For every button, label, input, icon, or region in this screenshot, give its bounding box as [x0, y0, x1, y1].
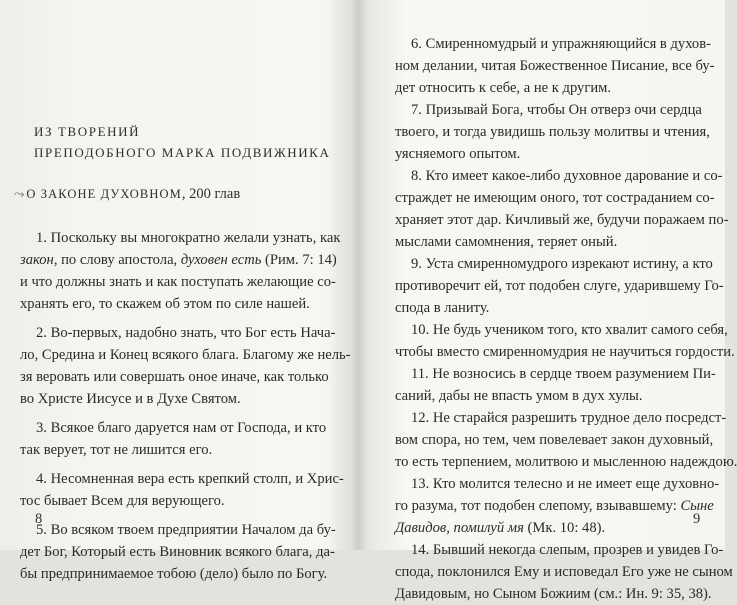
italic-quote: Давидов, помилуй мя [395, 520, 524, 536]
text-line: вом спора, но тем, чем повелевает закон духовный, [395, 432, 714, 448]
chapter-subheading [14, 186, 240, 203]
text-fragment: (Рим. 7: 14) [261, 252, 337, 268]
text-line [395, 517, 705, 539]
subheading-title: О ЗАКОНЕ ДУХОВНОМ [26, 187, 182, 201]
text-line: 5. Во всяком твоем предприятии Началом да бу- [36, 522, 336, 538]
text-line: 7. Призывай Бога, чтобы Он отверз очи сердца [411, 102, 702, 118]
text-line: 4. Несомненная вера есть крепкий столп, и Хрис- [36, 471, 344, 487]
italic-quote: духовен есть [180, 252, 262, 268]
arrow-icon: ⤳ [14, 187, 25, 202]
text-line: 11. Не возносись в сердце твоем разумением Пи- [411, 366, 716, 382]
text-line: во Христе Иисусе и в Духе Святом. [20, 391, 241, 407]
text-fragment: , по слову апостола, [53, 252, 181, 268]
text-line: 1. Поскольку вы многократно желали узнать, как [36, 230, 341, 246]
italic-quote: Сыне [680, 498, 714, 514]
text-line: 14. Бывший некогда слепым, прозрев и увидев Го- [411, 542, 724, 558]
text-line: 3. Всякое благо даруется нам от Господа, и кто [36, 420, 327, 436]
text-line: 10. Не будь учеником того, кто хвалит самого себя, [411, 322, 728, 338]
text-line: дет относить к себе, а не к другим. [395, 80, 612, 96]
italic-quote: закон [20, 252, 54, 268]
heading-line: ПРЕПОДОБНОГО МАРКА ПОДВИЖНИКА [34, 145, 331, 160]
text-line: так верует, тот не лишится его. [20, 442, 213, 458]
text-line: 2. Во-первых, надобно знать, что Бог есть Нача- [36, 325, 336, 341]
text-line [20, 249, 342, 271]
text-line: тос бывает Всем для верующего. [20, 493, 225, 509]
section-heading [34, 121, 330, 163]
text-line: 12. Не старайся разрешить трудное дело посредст- [411, 410, 727, 426]
text-line: хранять его, то скажем об этом по силе нашей. [20, 296, 310, 312]
text-line: чтобы вместо смиренномудрия не научиться гордости. [395, 344, 735, 360]
text-line [395, 495, 714, 517]
text-line: страждет не имеющим оного, тот состраданием со- [395, 190, 715, 206]
text-line: спода в ланиту. [395, 300, 490, 316]
text-line: противоречит ей, тот подобен слуге, ударившему Го- [395, 278, 724, 294]
text-line: храняет этот дар. Кичливый же, будучи поражаем по- [395, 212, 729, 228]
heading-line: ИЗ ТВОРЕНИЙ [34, 124, 141, 139]
text-line: ном делании, читая Божественное Писание, все бу- [395, 58, 715, 74]
left-page [0, 0, 360, 582]
text-line: 8. Кто имеет какое-либо духовное дарование и со- [411, 168, 723, 184]
page-number: 9 [693, 511, 701, 527]
text-line: ло, Средина и Конец всякого блага. Благому же нель- [20, 347, 351, 363]
text-line: то есть терпением, молитвою и мысленною надеждою. [395, 454, 737, 470]
text-line: уясняемого опытом. [395, 146, 521, 162]
text-line: спода, поклонился Ему и исповедал Его уже не сыном [395, 564, 733, 580]
text-line: 6. Смиренномудрый и упражняющийся в духов- [411, 36, 711, 52]
text-line: дет Бог, Который есть Виновник всякого блага, да- [20, 544, 335, 560]
text-line: саний, дабы не впасть умом в дух хулы. [395, 388, 643, 404]
page-number: 8 [35, 511, 43, 527]
subheading-count: , 200 глав [181, 186, 241, 202]
text-line: 13. Кто молится телесно и не имеет еще духовно- [411, 476, 720, 492]
text-line: бы предпринимаемое тобою (дело) было по Богу. [20, 566, 328, 582]
text-line: Давидовым, но Сыном Божиим (см.: Ин. 9: 35, 38). [395, 586, 712, 602]
text-line: твоего, и тогда увидишь пользу молитвы и чтения, [395, 124, 710, 140]
text-line: мыслами самомнения, теряет оный. [395, 234, 618, 250]
text-line: 9. Уста смиренномудрого изрекают истину, а кто [411, 256, 713, 272]
text-fragment: го разума, тот подобен слепому, взывавшему: [395, 498, 681, 514]
left-page-text [20, 227, 351, 585]
text-fragment: (Мк. 10: 48). [523, 520, 606, 536]
right-page-text [395, 33, 737, 605]
text-line: зя веровать или совершать оное иначе, как только [20, 369, 329, 385]
text-line: и что должны знать и как поступать желающие со- [20, 274, 336, 290]
